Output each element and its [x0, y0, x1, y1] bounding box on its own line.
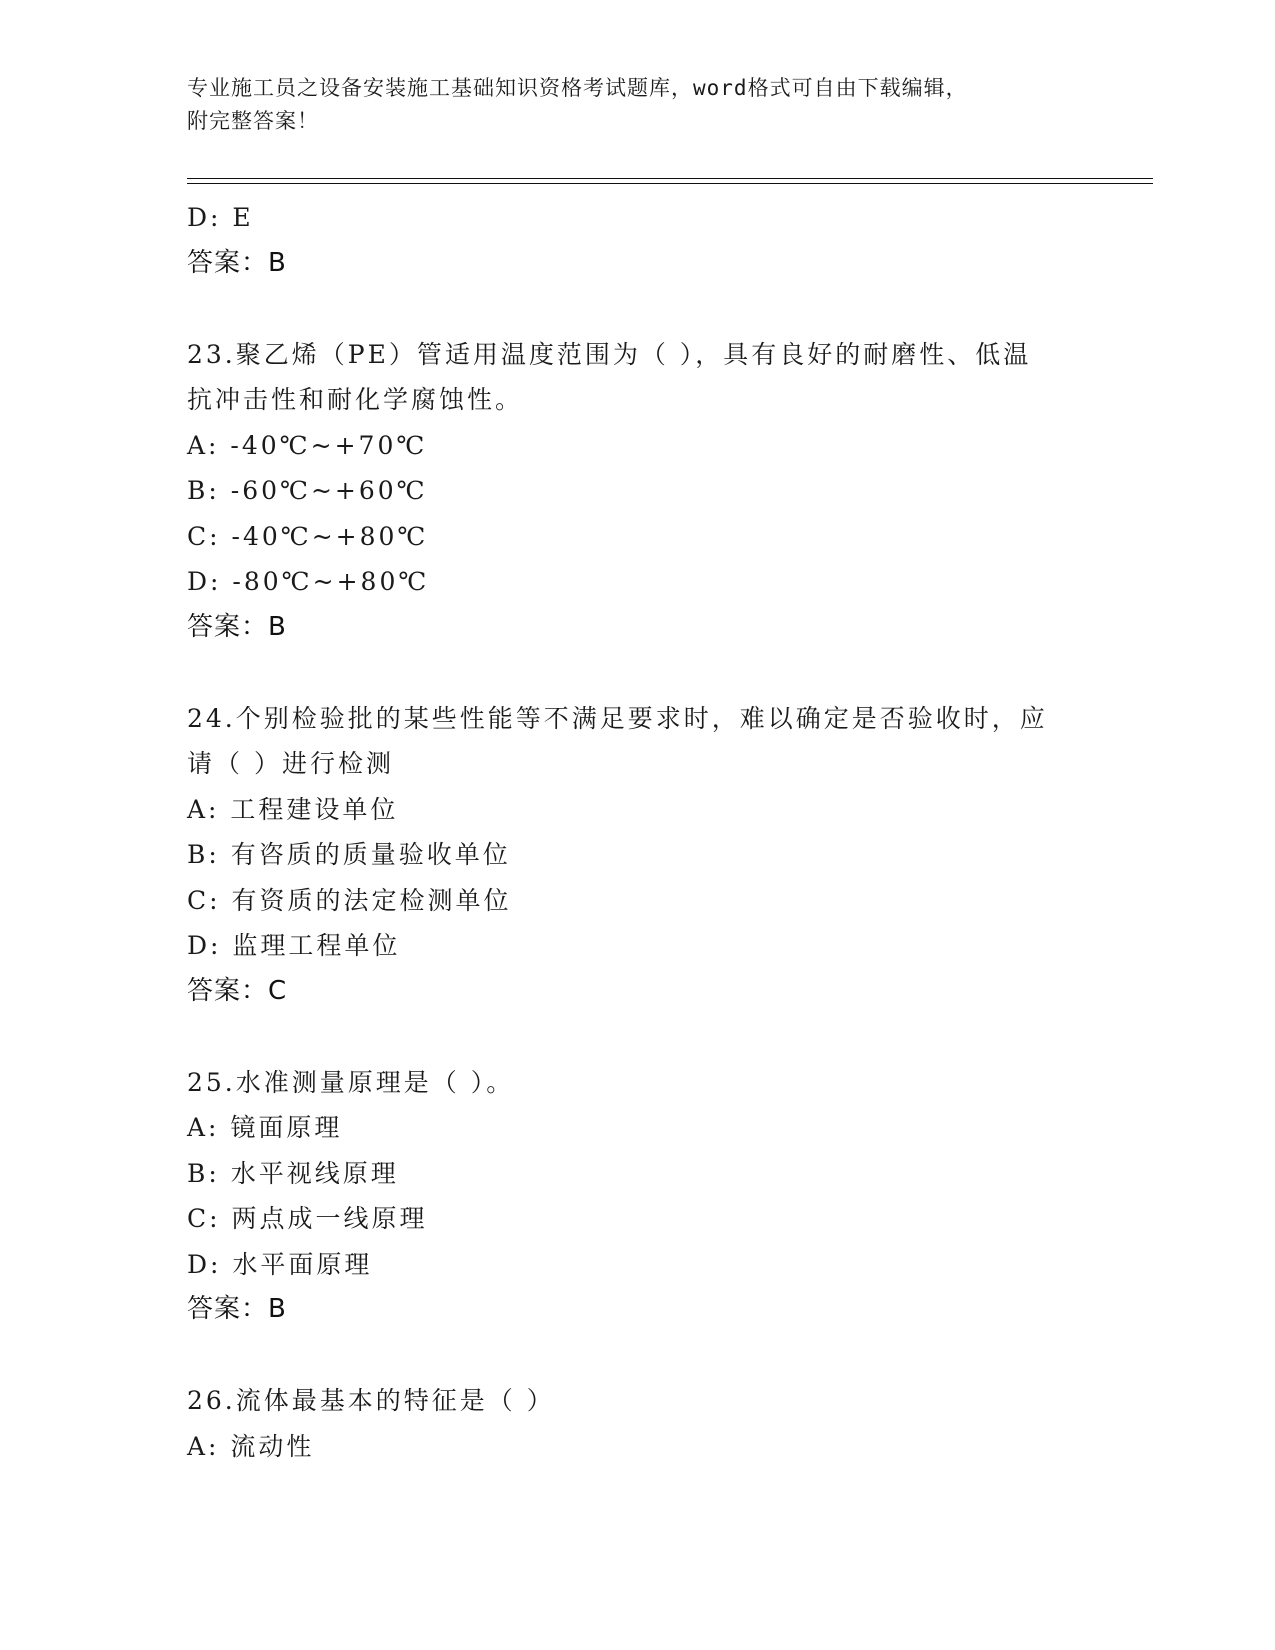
document-header [187, 72, 1087, 138]
question-24 [187, 696, 1137, 1015]
option-d: D: 监理工程单位 [187, 931, 401, 960]
question-stem: 24.个别检验批的某些性能等不满足要求时，难以确定是否验收时，应 [187, 703, 1048, 733]
header-line-2: 附完整答案！ [187, 109, 319, 133]
option-c: C: -40℃~+80℃ [187, 521, 429, 551]
spacer [187, 650, 1137, 696]
option-d: D: -80℃~+80℃ [187, 567, 430, 596]
question-26 [187, 1378, 1137, 1469]
question-stem: 26.流体最基本的特征是（ ） [187, 1386, 555, 1415]
header-divider-top [187, 178, 1153, 179]
question-stem: 23.聚乙烯（PE）管适用温度范围为（ ），具有良好的耐磨性、低温 [187, 339, 1032, 369]
option-d: D: E [187, 203, 254, 232]
question-stem-continued: 请（ ）进行检测 [187, 749, 394, 778]
option-b: B: 水平视线原理 [187, 1158, 399, 1188]
answer: 答案：C [187, 975, 288, 1006]
answer: 答案：B [187, 247, 287, 278]
option-a: A: -40℃~+70℃ [187, 430, 428, 460]
option-c: C: 有资质的法定检测单位 [187, 885, 512, 915]
option-a: A: 镜面原理 [187, 1113, 343, 1142]
option-b: B: 有咨质的质量验收单位 [187, 840, 511, 869]
question-list [187, 195, 1137, 1469]
answer: 答案：B [187, 1294, 287, 1324]
header-line-1: 专业施工员之设备安装施工基础知识资格考试题库，word格式可自由下载编辑， [187, 76, 968, 100]
question-stem: 25.水准测量原理是（ ）。 [187, 1067, 515, 1097]
option-a: A: 流动性 [187, 1431, 315, 1461]
question-25 [187, 1060, 1137, 1333]
option-b: B: -60℃~+60℃ [187, 476, 428, 505]
header-divider-bottom [187, 183, 1153, 184]
spacer [187, 1014, 1137, 1060]
option-d: D: 水平面原理 [187, 1249, 373, 1279]
option-a: A: 工程建设单位 [187, 794, 399, 824]
spacer [187, 286, 1137, 332]
question-23 [187, 332, 1137, 651]
question-stem-continued: 抗冲击性和耐化学腐蚀性。 [187, 385, 524, 414]
answer: 答案：B [187, 611, 287, 642]
spacer [187, 1333, 1137, 1379]
option-c: C: 两点成一线原理 [187, 1204, 428, 1233]
